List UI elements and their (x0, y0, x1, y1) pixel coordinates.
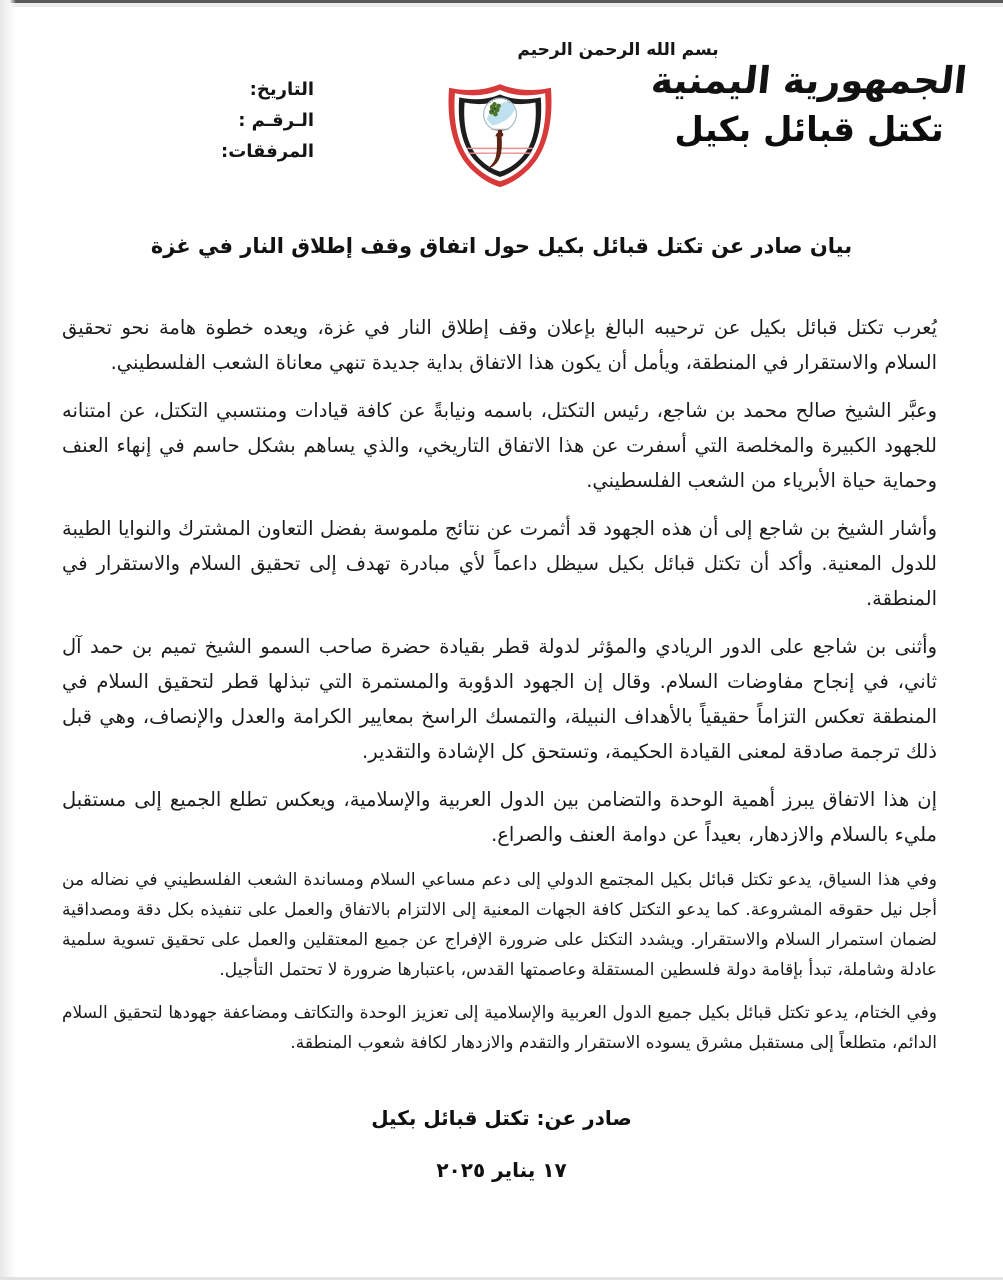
paragraph-3: وأشار الشيخ بن شاجع إلى أن هذه الجهود قد أثمرت عن نتائج ملموسة بفضل التعاون المشترك والنوايا الطيبة للدول المعنية. وأكد أن تكتل قبائل بكيل سيظل داعماً لأي مبادرة تهدف إلى تحقيق السلام والاستقرار في المنطقة. (62, 517, 937, 610)
paragraph-2: وعبَّر الشيخ صالح محمد بن شاجع، رئيس التكتل، باسمه ونيابةً عن كافة قيادات ومنتسبي التكتل، عن امتنانه للجهود الكبيرة والمخلصة التي أسفرت عن هذا الاتفاق التاريخي، والذي يساهم بشكل حاسم في إنهاء العنف وحماية حياة الأبرياء من الشعب الفلسطيني. (62, 399, 937, 492)
statement-title: بيان صادر عن تكتل قبائل بكيل حول اتفاق وقف إطلاق النار في غزة (150, 234, 853, 259)
letterhead-meta-fields (146, 74, 314, 167)
statement-body (62, 310, 937, 1071)
date-field-label: التاريخ: (249, 79, 314, 100)
paragraph-7: وفي الختام، يدعو تكتل قبائل بكيل جميع الدول العربية والإسلامية إلى تعزيز الوحدة والتكاتف ومضاعفة جهودها لتحقيق السلام الدائم، متطلعاً إلى مستقبل مشرق يسوده الاستقرار والتقدم والازدهار لكافة شعوب المنطقة. (62, 1003, 937, 1053)
issue-date: ١٧ يناير ٢٠٢٥ (436, 1158, 567, 1182)
attachments-field-label: المرفقات: (221, 141, 314, 162)
number-field-label: الـرقـم : (238, 110, 314, 131)
coalition-name-text: تكتل قبائل بكيل (674, 110, 944, 151)
paragraph-5: إن هذا الاتفاق يبرز أهمية الوحدة والتضامن بين الدول العربية والإسلامية، ويعكس تطلع الجميع إلى مستقبل مليء بالسلام والازدهار، بعيداً عن دوامة العنف والصراع. (62, 788, 937, 846)
scan-artifact-left-edge (0, 0, 16, 1280)
paragraph-6: وفي هذا السياق، يدعو تكتل قبائل بكيل المجتمع الدولي إلى دعم مساعي السلام ومساندة الشعب الفلسطيني في نضاله من أجل نيل حقوقه المشروعة. كما يدعو التكتل كافة الجهات المعنية إلى الالتزام بالاتفاق والعمل على تنفيذه بكل دقة ومصداقية لضمان استمرار السلام والاستقرار. ويشدد التكتل على ضرورة الإفراج عن جميع المعتقلين والعمل على تحقيق تسوية سلمية عادلة وشاملة، تبدأ بإقامة دولة فلسطين المستقلة وعاصمتها القدس، باعتبارها ضرورة لا تحتمل التأجيل. (62, 870, 937, 980)
paragraph-4: وأثنى بن شاجع على الدور الريادي والمؤثر لدولة قطر بقيادة حضرة صاحب السمو الشيخ تميم بن حمد آل ثاني، في إنجاح مفاوضات السلام. وقال إن الجهود الدؤوبة والمستمرة التي تبذلها قطر لتحقيق السلام في المنطقة تعكس التزاماً حقيقياً بالأهداف النبيلة، والتمسك الراسخ بمعايير الكرامة والعدل والإنصاف، وهي قبل ذلك ترجمة صادقة لمعنى القيادة الحكيمة، وتستحق كل الإشادة والتقدير. (62, 635, 937, 763)
coalition-shield-emblem-icon (436, 78, 564, 192)
bismillah-text: بسم الله الرحمن الرحيم (517, 40, 719, 60)
issued-by-line: صادر عن: تكتل قبائل بكيل (371, 1106, 632, 1130)
organization-header (625, 58, 993, 150)
scan-artifact-top-shadow (0, 3, 1003, 7)
paragraph-1: يُعرب تكتل قبائل بكيل عن ترحيبه البالغ بإعلان وقف إطلاق النار في غزة، ويعده خطوة هامة نحو تحقيق السلام والاستقرار في المنطقة، ويأمل أن يكون هذا الاتفاق بداية جديدة تنهي معاناة الشعب الفلسطيني. (62, 316, 937, 374)
republic-of-yemen-calligraphy: الجمهورية اليمنية (649, 59, 969, 102)
